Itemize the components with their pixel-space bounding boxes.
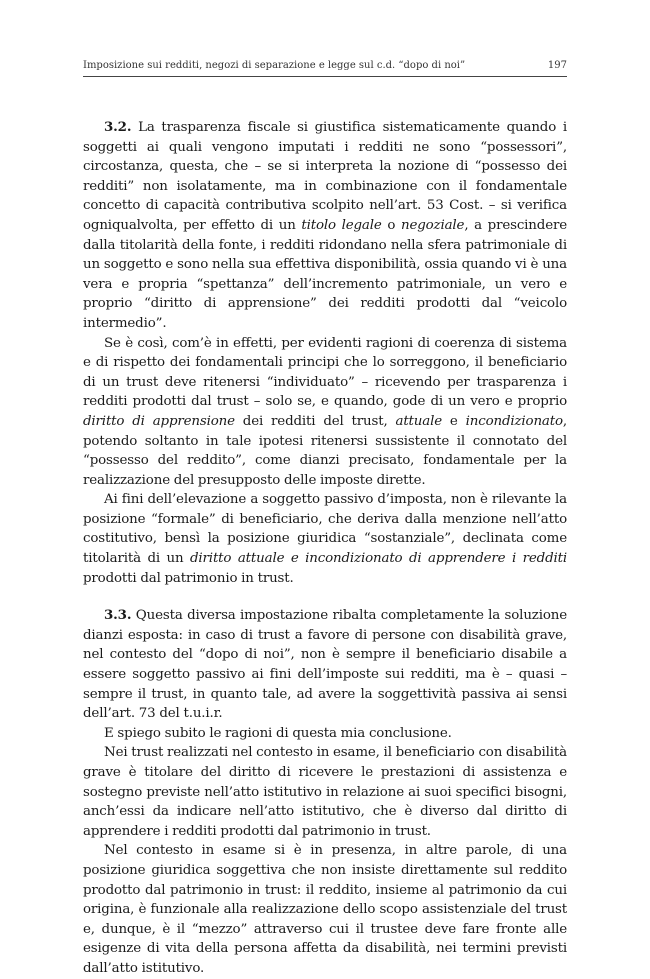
header-rule bbox=[83, 76, 567, 77]
paragraph-3-2-1: 3.2. La trasparenza fiscale si giustifica sistematicamente quando i soggetti ai quali vengono imputati i redditi ne sono “possessori”, circostanza, questa, che – se si interpreta la nozione di “possesso dei redditi” non isolatamente, ma in combinazione con il fondamentale concetto di capacità contributiva scolpito nell’art. 53 Cost. – si verifica ogniqualvolta, per effetto di un titolo legale o negoziale, a prescindere dalla titolarità della fonte, i redditi ridondano nella sfera patrimoniale di un soggetto e sono nella sua effettiva disponibilità, ossia quando vi è una vera e propria “spettanza” dell’incremento patrimoniale, un vero e proprio “diritto di apprensione” dei redditi prodotti dal “veicolo intermedio”. bbox=[83, 119, 568, 331]
running-header bbox=[83, 60, 567, 71]
paragraph-3-2-3: Ai fini dell’elevazione a soggetto passivo d’imposta, non è rilevante la posizione “formale” di beneficiario, che deriva dalla menzione nell’atto costitutivo, bensì la posizione giuridica “sostanziale”, declinata come titolarità di un diritto attuale e incondizionato di apprendere i redditi prodotti dal patrimonio in trust. bbox=[83, 492, 568, 586]
paragraph-3-2-2: Se è così, com’è in effetti, per evidenti ragioni di coerenza di sistema e di rispetto dei fondamentali principi che lo sorreggono, il beneficiario di un trust deve ritenersi “individuato” – ricevendo per trasparenza i redditi prodotti dal trust – solo se, e quando, gode di un vero e proprio diritto di apprensione dei redditi del trust, attuale e incondizionato, potendo soltanto in tale ipotesi ritenersi sussistente il connotato del “possesso del reddito”, come dianzi precisato, fondamentale per la realizzazione del presupposto delle imposte dirette. bbox=[83, 335, 568, 488]
page-number: 197 bbox=[547, 60, 567, 71]
section-number-3-2: 3.2. bbox=[104, 119, 132, 135]
body-text bbox=[83, 118, 567, 979]
paragraph-3-3-3: Nei trust realizzati nel contesto in esame, il beneficiario con disabilità grave è titolare del diritto di ricevere le prestazioni di assistenza e sostegno previste nell’atto istitutivo in relazione ai suoi specifici bisogni, anch’essi da indicare nell’atto istitutivo, che è diverso dal diritto di apprendere i redditi prodotti dal patrimonio in trust. bbox=[83, 745, 567, 839]
paragraph-3-3-4: Nel contesto in esame si è in presenza, in altre parole, di una posizione giuridica soggettiva che non insiste direttamente sul reddito prodotto dal patrimonio in trust: il reddito, insieme al patrimonio da cui origina, è funzionale alla realizzazione dello scopo assistenziale del trust e, dunque, è il “mezzo” attraverso cui il trustee deve fare fronte alle esigenze di vita della persona affetta da disabilità, nei termini previsti dall’atto istitutivo. bbox=[83, 843, 567, 976]
paragraph-3-3-2: E spiego subito le ragioni di questa mia conclusione. bbox=[104, 725, 452, 741]
section-number-3-3: 3.3. bbox=[104, 607, 132, 624]
paragraph-3-3-1: 3.3. Questa diversa impostazione ribalta completamente la soluzione dianzi esposta: in caso di trust a favore di persone con disabilità grave, nel contesto del “dopo di noi”, non è sempre il beneficiario disabile a essere soggetto passivo ai fini dell’imposte sui redditi, ma è – quasi – sempre il trust, in quanto tale, ad avere la soggettività passiva ai sensi dell’art. 73 del t.u.i.r. bbox=[83, 607, 567, 722]
running-title: Imposizione sui redditi, negozi di separazione e legge sul c.d. “dopo di noi” bbox=[83, 60, 466, 71]
